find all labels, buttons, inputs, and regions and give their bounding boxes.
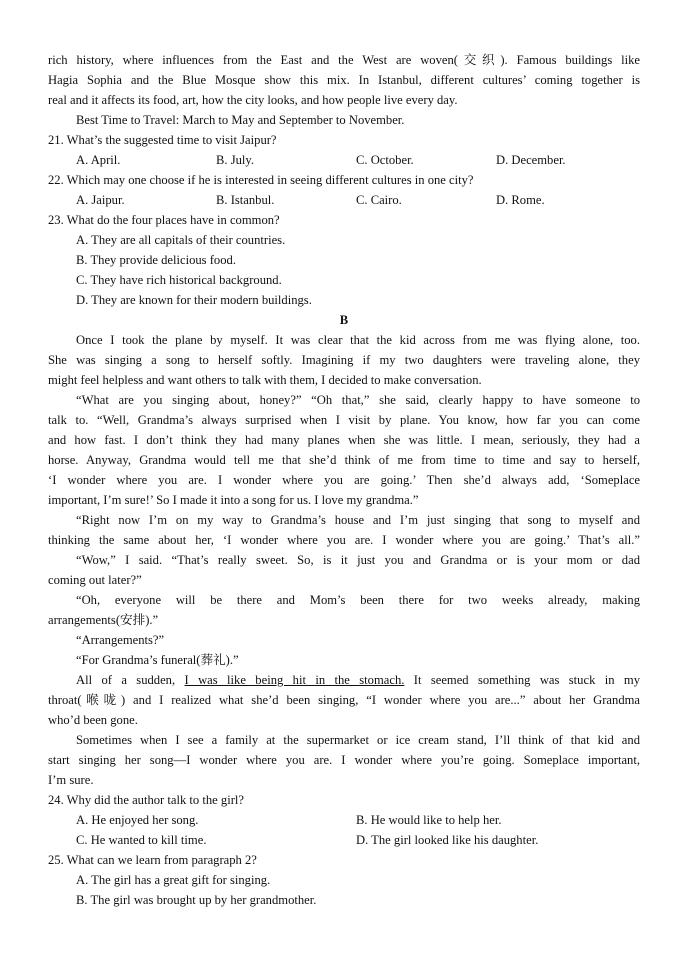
- passage-line: Hagia Sophia and the Blue Mosque show this mix. In Istanbul, different cultures’ coming together is: [48, 73, 640, 87]
- question-23-stem: 23. What do the four places have in common?: [48, 213, 280, 227]
- passage-line: “Right now I’m on my way to Grandma’s house and I’m just singing that song to myself and: [76, 513, 640, 527]
- q22-option-a: A. Jaipur.: [76, 193, 125, 207]
- q22-option-b: B. Istanbul.: [216, 193, 275, 207]
- q24-option-b: B. He would like to help her.: [356, 813, 502, 827]
- passage-line: thinking the same about her, ‘I wonder where you are. I wonder where you are going.’ That’s all.”: [48, 533, 640, 547]
- passage-line: start singing her song—I wonder where you are. I wonder where you’re going. Someplace important,: [48, 753, 640, 767]
- q21-option-a: A. April.: [76, 153, 121, 167]
- question-25-stem: 25. What can we learn from paragraph 2?: [48, 853, 257, 867]
- passage-text: All of a sudden,: [76, 673, 185, 687]
- passage-line: “Wow,” I said. “That’s really sweet. So, is it just you and Grandma or is your mom or dad: [76, 553, 640, 567]
- underlined-phrase: I was like being hit in the stomach.: [184, 673, 405, 687]
- q23-option-c: C. They have rich historical background.: [76, 273, 282, 287]
- passage-line: and how fast. I don’t think they had many planes when she was little. I mean, seriously, they had a: [48, 433, 640, 447]
- q24-option-d: D. The girl looked like his daughter.: [356, 833, 539, 847]
- passage-line: arrangements(安排).”: [48, 613, 159, 627]
- passage-text: It seemed something was stuck in my: [404, 673, 640, 687]
- passage-line: horse. Anyway, Grandma would tell me that she’d think of me from time to time and say to herself,: [48, 453, 640, 467]
- passage-line: important, I’m sure!’ So I made it into a song for us. I love my grandma.”: [48, 493, 419, 507]
- best-time: Best Time to Travel: March to May and September to November.: [76, 113, 405, 127]
- q21-option-d: D. December.: [496, 153, 566, 167]
- q22-option-d: D. Rome.: [496, 193, 545, 207]
- passage-line: “For Grandma’s funeral(葬礼).”: [76, 653, 239, 667]
- passage-line: Once I took the plane by myself. It was clear that the kid across from me was flying alone, too.: [76, 333, 640, 347]
- question-21-stem: 21. What’s the suggested time to visit Jaipur?: [48, 133, 277, 147]
- q23-option-d: D. They are known for their modern buildings.: [76, 293, 312, 307]
- q23-option-a: A. They are all capitals of their countries.: [76, 233, 286, 247]
- passage-line: ‘I wonder where you are. I wonder where you are going.’ Then she’d always add, ‘Someplace: [48, 473, 640, 487]
- passage-line: She was singing a song to herself softly. Imagining if my two daughters were traveling alone, they: [48, 353, 640, 367]
- passage-line: I’m sure.: [48, 773, 94, 787]
- q21-option-c: C. October.: [356, 153, 414, 167]
- q24-option-c: C. He wanted to kill time.: [76, 833, 207, 847]
- passage-line: “Oh, everyone will be there and Mom’s been there for two weeks already, making: [76, 593, 640, 607]
- passage-line: coming out later?”: [48, 573, 142, 587]
- question-22-stem: 22. Which may one choose if he is interested in seeing different cultures in one city?: [48, 173, 474, 187]
- q23-option-b: B. They provide delicious food.: [76, 253, 236, 267]
- passage-line: Sometimes when I see a family at the supermarket or ice cream stand, I’ll think of that kid and: [76, 733, 640, 747]
- q24-option-a: A. He enjoyed her song.: [76, 813, 199, 827]
- passage-line: real and it affects its food, art, how the city looks, and how people live every day.: [48, 93, 458, 107]
- section-heading: B: [339, 313, 349, 327]
- passage-line: might feel helpless and want others to talk with them, I decided to make conversation.: [48, 373, 482, 387]
- q22-option-c: C. Cairo.: [356, 193, 402, 207]
- passage-line: talk to. “Well, Grandma’s always surprised when I visit by plane. You know, how far you can come: [48, 413, 640, 427]
- passage-line: who’d been gone.: [48, 713, 138, 727]
- passage-line: “Arrangements?”: [76, 633, 165, 647]
- passage-line: throat(喉咙) and I realized what she’d been singing, “I wonder where you are...” about her Grandma: [48, 693, 640, 707]
- q25-option-b: B. The girl was brought up by her grandmother.: [76, 893, 317, 907]
- passage-line: “What are you singing about, honey?” “Oh that,” she said, clearly happy to have someone to: [76, 393, 640, 407]
- passage-line: [76, 670, 640, 690]
- passage-line: rich history, where influences from the East and the West are woven(交织). Famous buildings like: [48, 53, 640, 67]
- q21-option-b: B. July.: [216, 153, 255, 167]
- q25-option-a: A. The girl has a great gift for singing.: [76, 873, 271, 887]
- question-24-stem: 24. Why did the author talk to the girl?: [48, 793, 244, 807]
